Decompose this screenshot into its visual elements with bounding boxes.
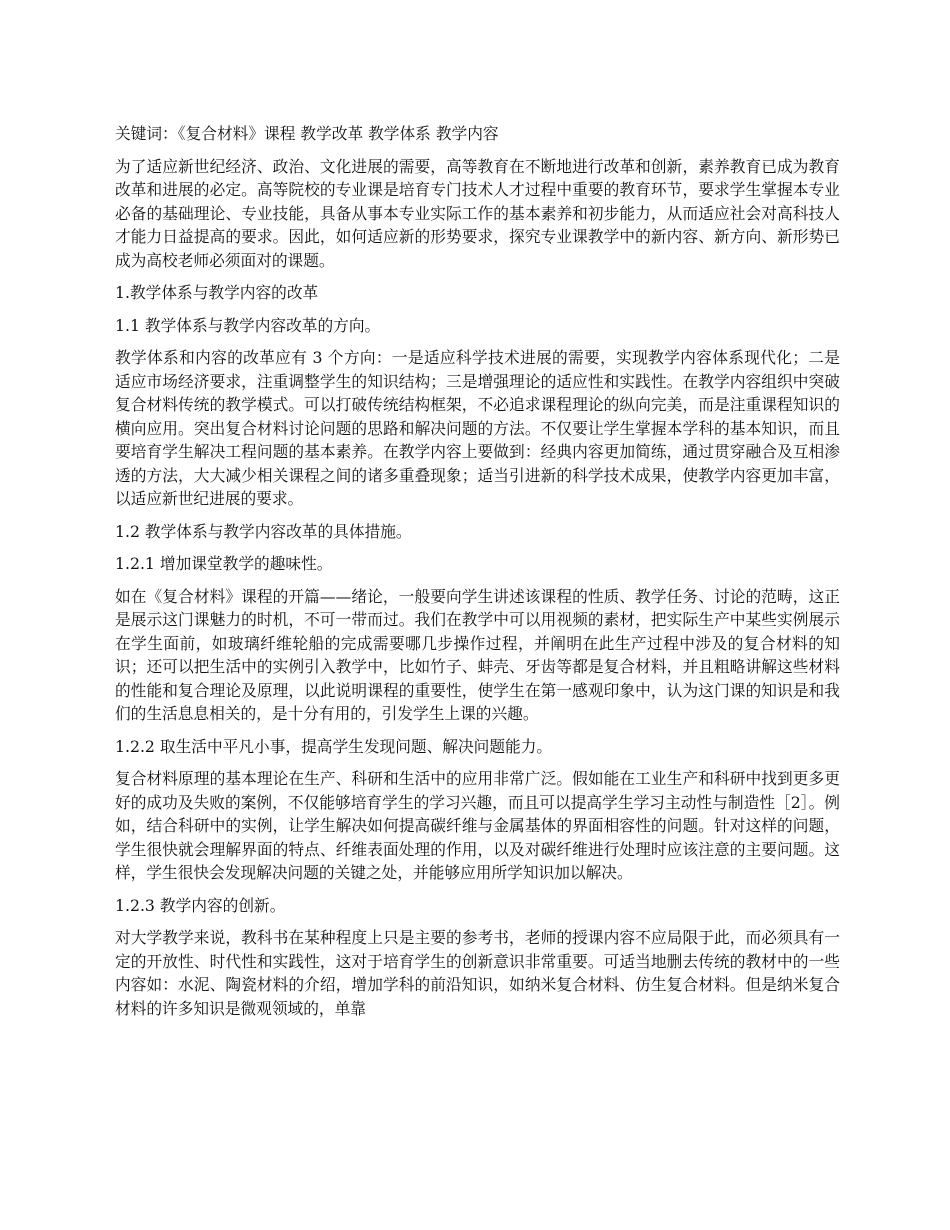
section-heading-1: 1.教学体系与教学内容的改革 xyxy=(115,283,319,302)
section-heading-1-2-1: 1.2.1 增加课堂教学的趣味性。 xyxy=(115,554,333,573)
paragraph-1-2-2: 复合材料原理的基本理论在生产、科研和生活中的应用非常广泛。假如能在工业生产和科研中找到更多更好的成功及失败的案例，不仅能够培育学生的学习兴趣，而且可以提高学生学习主动性与制造性［2］。例如，结合科研中的实例，让学生解决如何提高碳纤维与金属基体的界面相容性的问题。针对这样的问题，学生很快就会理解界面的特点、纤维表面处理的作用，以及对碳纤维进行处理时应该注意的主要问题。这样，学生很快会发现解决问题的关键之处，并能够应用所学知识加以解决。 xyxy=(115,769,840,882)
paragraph-1-2-3: 对大学教学来说，教科书在某种程度上只是主要的参考书，老师的授课内容不应局限于此，而必须具有一定的开放性、时代性和实践性，这对于培育学生的创新意识非常重要。可适当地删去传统的教材中的一些内容如：水泥、陶瓷材料的介绍，增加学科的前沿知识，如纳米复合材料、仿生复合材料。但是纳米复合材料的许多知识是微观领域的，单靠 xyxy=(115,928,840,1018)
paragraph-1-2-1: 如在《复合材料》课程的开篇——绪论，一般要向学生讲述该课程的性质、教学任务、讨论的范畴，这正是展示这门课魅力的时机，不可一带而过。我们在教学中可以用视频的素材，把实际生产中某些实例展示在学生面前，如玻璃纤维轮船的完成需要哪几步操作过程，并阐明在此生产过程中涉及的复合材料的知识；还可以把生活中的实例引入教学中，比如竹子、蚌壳、牙齿等都是复合材料，并且粗略讲解这些材料的性能和复合理论及原理，以此说明课程的重要性，使学生在第一感观印象中，认为这门课的知识是和我们的生活息息相关的，是十分有用的，引发学生上课的兴趣。 xyxy=(115,586,840,723)
section-heading-1-2-3: 1.2.3 教学内容的创新。 xyxy=(115,895,286,915)
section-heading-1-2-2: 1.2.2 取生活中平凡小事，提高学生发现问题、解决问题能力。 xyxy=(115,736,553,756)
section-heading-1-1: 1.1 教学体系与教学内容改革的方向。 xyxy=(115,315,381,335)
paragraph-1-1: 教学体系和内容的改革应有 3 个方向：一是适应科学技术进展的需要，实现教学内容体系现代化；二是适应市场经济要求，注重调整学生的知识结构；三是增强理论的适应性和实践性。在教学内容组织中突破复合材料传统的教学模式。可以打破传统结构框架，不必追求课程理论的纵向完美，而是注重课程知识的横向应用。突出复合材料讨论问题的思路和解决问题的方法。不仅要让学生掌握本学科的基本知识，而且要培育学生解决工程问题的基本素养。在教学内容上要做到：经典内容更加简练，通过贯穿融合及互相渗透的方法，大大减少相关课程之间的诸多重叠现象；适当引进新的科学技术成果，使教学内容更加丰富，以适应新世纪进展的要求。 xyxy=(115,348,840,508)
intro-paragraph: 为了适应新世纪经济、政治、文化进展的需要，高等教育在不断地进行改革和创新，素养教育已成为教育改革和进展的必定。高等院校的专业课是培育专门技术人才过程中重要的教育环节，要求学生掌握本专业必备的基础理论、专业技能，具备从事本专业实际工作的基本素养和初步能力，从而适应社会对高科技人才能力日益提高的要求。因此，如何适应新的形势要求，探究专业课教学中的新内容、新方向、新形势已成为高校老师必须面对的课题。 xyxy=(115,156,840,270)
section-heading-1-2: 1.2 教学体系与教学内容改革的具体措施。 xyxy=(115,521,412,541)
keywords-line: 关键词：《复合材料》课程 教学改革 教学体系 教学内容 xyxy=(115,124,499,143)
